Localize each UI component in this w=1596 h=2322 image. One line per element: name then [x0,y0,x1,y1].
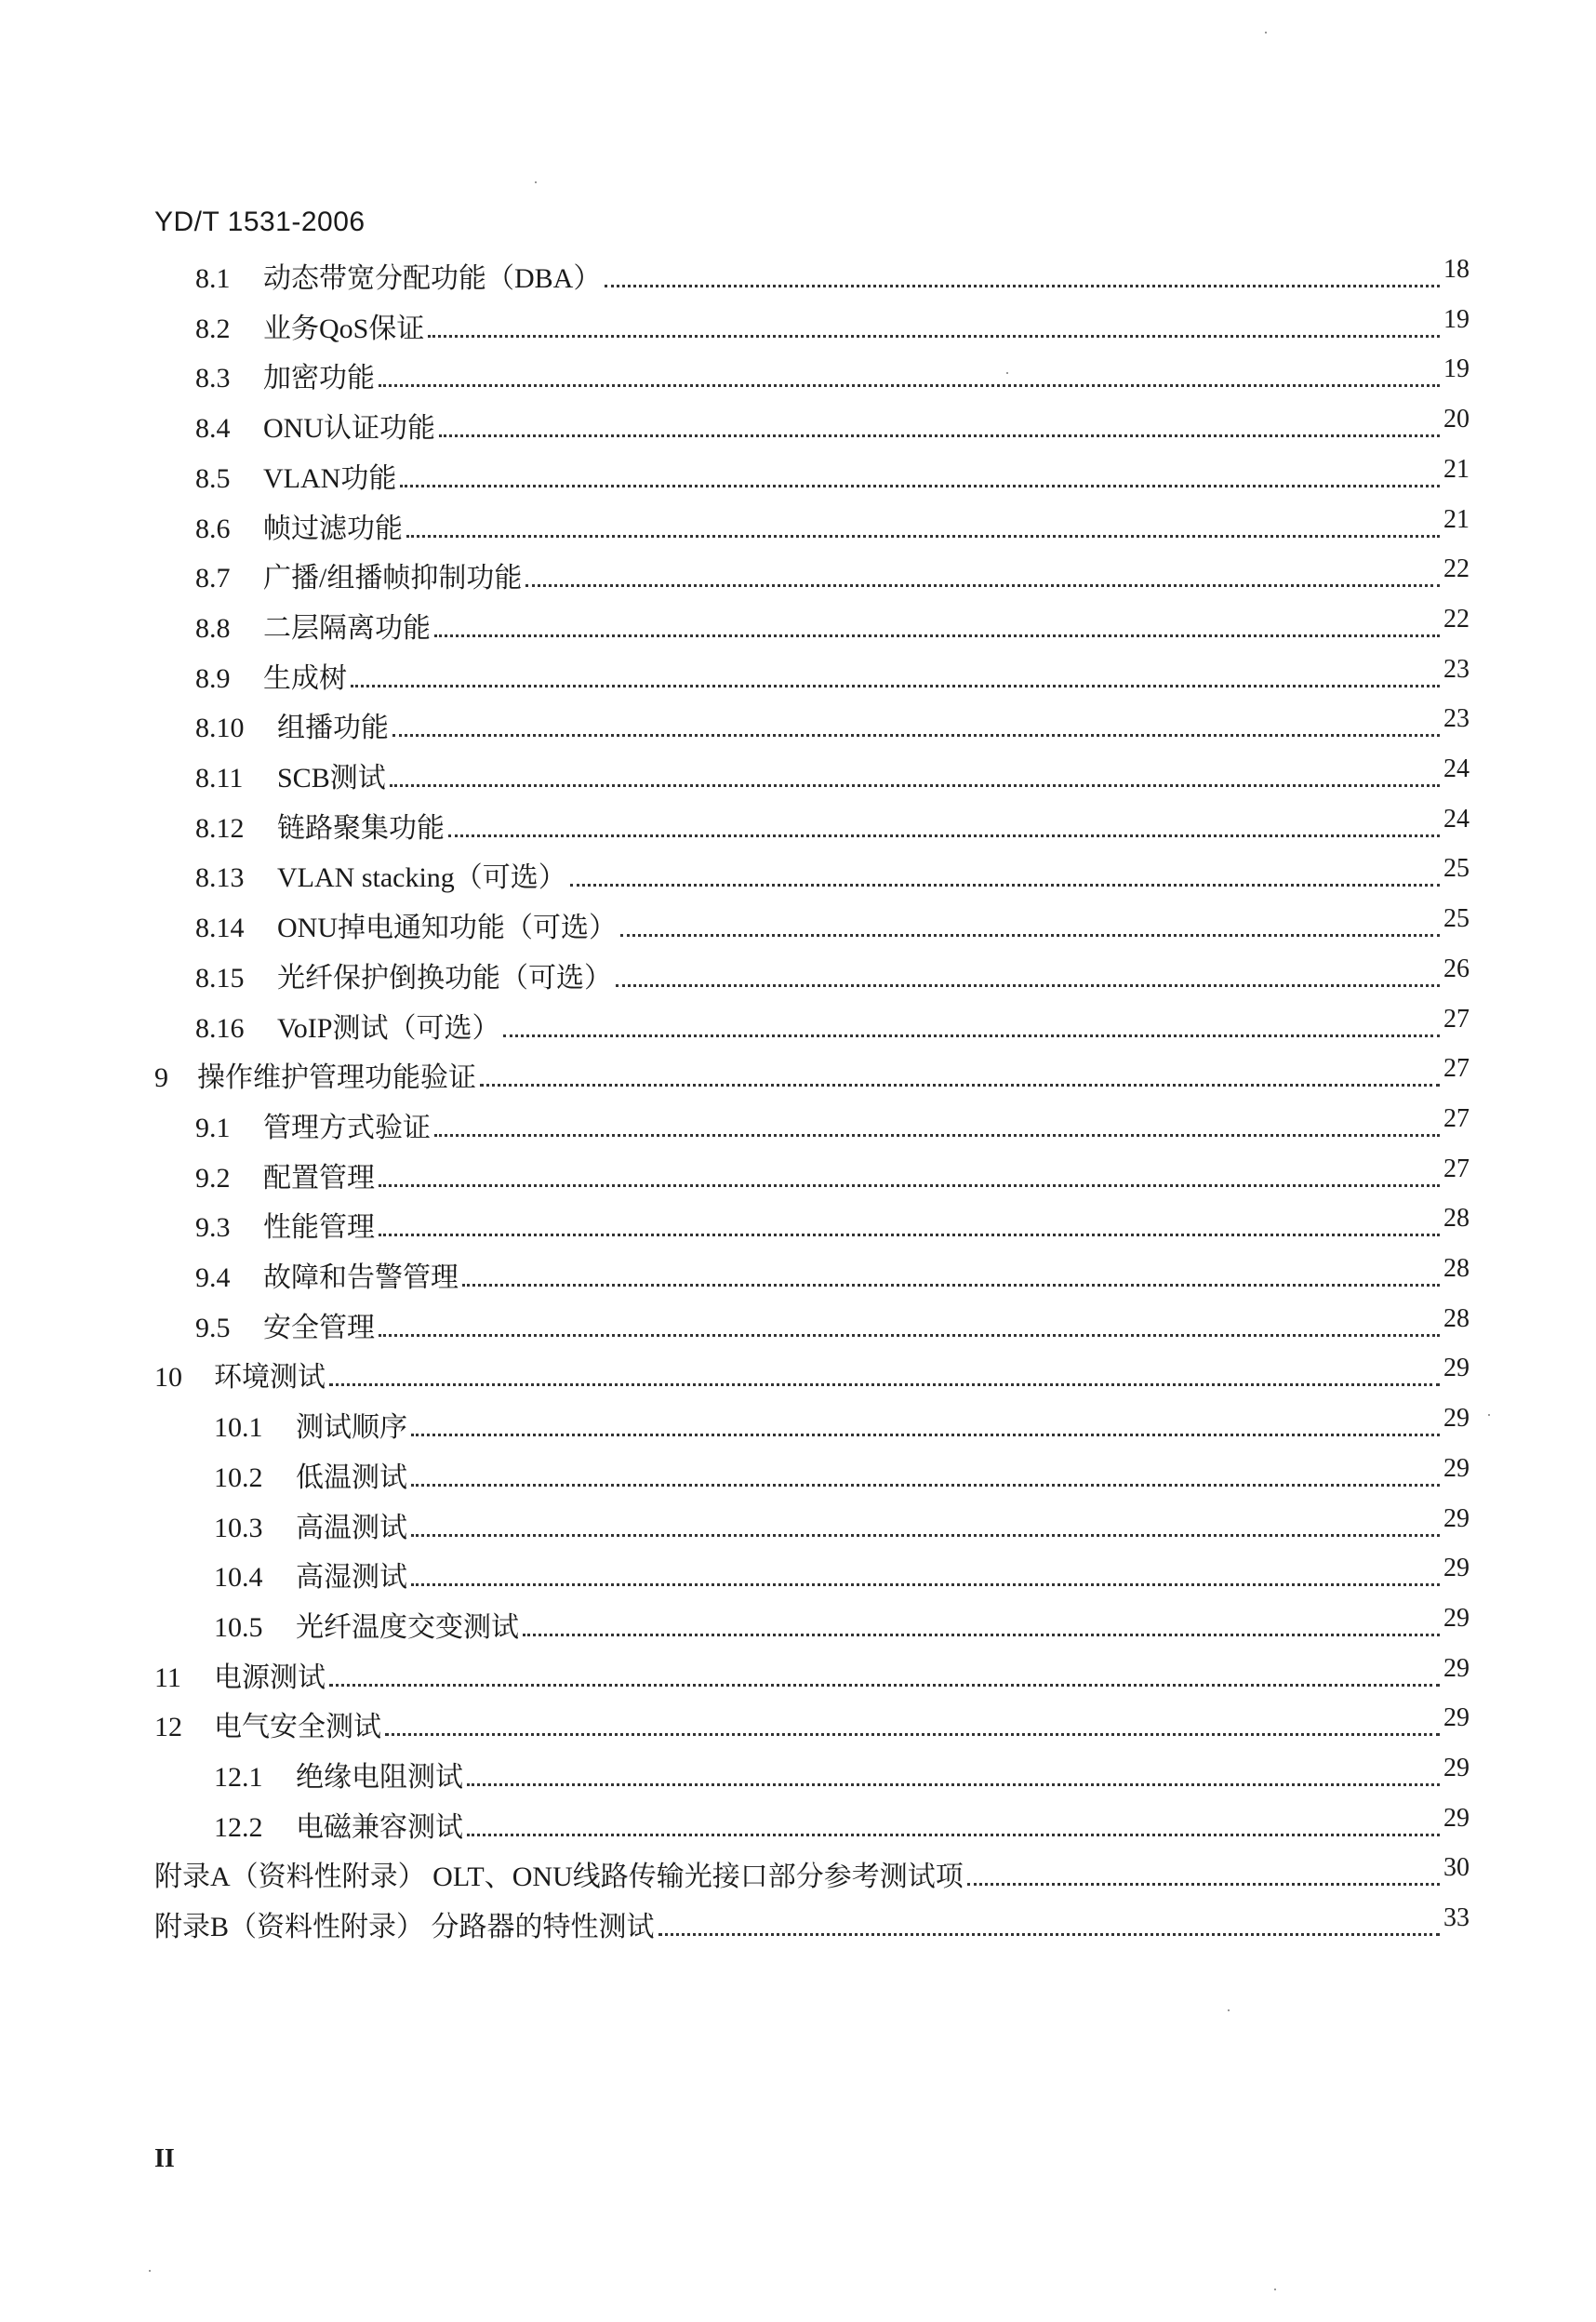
toc-entry [214,1406,1470,1445]
toc-entry [195,556,1470,595]
page-number: II [154,2144,175,2173]
toc-dot-leader [480,1084,1440,1087]
toc-entry-page: 29 [1443,1404,1470,1434]
toc-entry-title: 电源测试 [214,1661,326,1693]
toc-entry-page: 22 [1443,604,1470,634]
toc-entry-number: 9.5 [195,1312,231,1343]
toc-entry [214,1755,1470,1795]
toc-entry-page: 27 [1443,1054,1470,1084]
toc-entry-number: 8.16 [195,1012,245,1044]
toc-entry-page: 25 [1443,854,1470,884]
toc-entry [195,1206,1470,1245]
toc-entry [195,956,1470,995]
toc-entry-number: 10.5 [214,1611,263,1643]
toc-entry [154,1056,1470,1095]
toc-entry-number: 9.4 [195,1262,231,1293]
toc-dot-leader [379,1184,1440,1187]
toc-entry-title: 组播功能 [277,713,389,744]
toc-entry-number: 附录B [154,1912,230,1943]
toc-dot-leader [434,634,1440,637]
toc-entry [195,504,1470,546]
toc-entry-title: ONU认证功能 [263,413,435,445]
toc-dot-leader [439,434,1440,437]
toc-dot-leader [400,485,1440,487]
toc-entry-number: 8.7 [195,563,231,594]
toc-entry-title: ONU掉电通知功能（可选） [277,913,617,944]
toc-entry-page: 29 [1443,1354,1470,1383]
toc-dot-leader [329,1684,1440,1687]
toc-entry-title: 配置管理 [263,1162,375,1194]
toc-entry-number: 9.3 [195,1212,231,1244]
toc-entry-title: 绝缘电阻测试 [296,1762,463,1793]
toc-entry-page: 29 [1443,1554,1470,1583]
toc-entry [195,1256,1470,1295]
toc-entry [195,654,1470,696]
toc-entry-page: 33 [1443,1903,1470,1933]
toc-entry-page: 28 [1443,1303,1470,1333]
toc-entry-title: 操作维护管理功能验证 [197,1062,476,1094]
toc-entry [154,1355,1470,1395]
toc-dot-leader [570,884,1440,887]
toc-entry-number: 12 [154,1712,182,1743]
toc-entry-number: 9 [154,1062,168,1094]
toc-dot-leader [411,1484,1440,1487]
toc-entry [195,604,1470,646]
scan-speck [1006,372,1008,374]
toc-entry-page: 20 [1443,405,1470,434]
toc-dot-leader [503,1034,1440,1037]
toc-entry-title: 管理方式验证 [263,1112,431,1143]
toc-entry-title: 二层隔离功能 [263,612,431,644]
toc-entry-number: 10.1 [214,1412,263,1444]
toc-entry-title: 安全管理 [263,1312,375,1343]
toc-entry-number: 8.5 [195,462,231,494]
toc-entry-number: 附录A [154,1862,231,1893]
toc-entry [214,1803,1470,1845]
toc-entry [214,1503,1470,1545]
toc-dot-leader [379,384,1440,387]
toc-dot-leader [411,1534,1440,1537]
toc-entry [214,1603,1470,1645]
toc-dot-leader [379,1234,1440,1236]
toc-entry-number: 8.9 [195,662,231,694]
toc-entry-title: 光纤温度交变测试 [296,1611,519,1643]
toc-dot-leader [329,1383,1440,1386]
scan-speck [1488,1414,1490,1416]
toc-entry [195,1004,1470,1046]
toc-dot-leader [467,1783,1440,1786]
toc-entry-number: 8.1 [195,263,231,294]
toc-entry-number: 11 [154,1661,181,1693]
toc-entry-page: 28 [1443,1254,1470,1283]
toc-dot-leader [411,1583,1440,1586]
toc-dot-leader [967,1883,1440,1886]
toc-entry-page: 27 [1443,1154,1470,1183]
toc-entry-number: 12.2 [214,1811,263,1843]
toc-dot-leader [616,984,1440,987]
toc-entry-title: 加密功能 [263,363,375,394]
toc-entry-page: 21 [1443,454,1470,484]
toc-dot-leader [605,285,1440,287]
toc-dot-leader [620,934,1440,937]
toc-entry-page: 23 [1443,704,1470,734]
toc-entry [195,1156,1470,1195]
toc-entry-number: 8.12 [195,812,245,844]
toc-entry-page: 29 [1443,1803,1470,1833]
toc-entry-page: 28 [1443,1204,1470,1234]
toc-entry-page: 19 [1443,304,1470,334]
toc-entry-number: 10.2 [214,1461,263,1493]
toc-dot-leader [525,584,1440,587]
toc-entry-title: VLAN stacking（可选） [277,862,566,894]
toc-entry-title: SCB测试 [277,763,386,794]
toc-dot-leader [428,335,1440,338]
toc-dot-leader [379,1334,1440,1337]
toc-entry-page: 24 [1443,754,1470,783]
toc-entry [154,1653,1470,1695]
toc-entry-title: 电磁兼容测试 [296,1811,463,1843]
toc-entry [154,1705,1470,1744]
toc-entry-title: 测试顺序 [296,1412,407,1444]
toc-dot-leader [448,834,1440,837]
toc-dot-leader [392,734,1440,737]
toc-entry-number: 10.3 [214,1512,263,1543]
toc-entry-page: 29 [1443,1703,1470,1733]
toc-entry-page: 24 [1443,804,1470,834]
toc-entry-title: 广播/组播帧抑制功能 [263,563,523,594]
toc-entry-number: 8.6 [195,513,231,544]
toc-entry-number: 8.11 [195,763,244,794]
toc-dot-leader [390,784,1440,787]
toc-entry-title: 链路聚集功能 [277,812,445,844]
toc-entry-page: 19 [1443,354,1470,384]
toc-entry-number: 8.10 [195,713,245,744]
toc-entry-title: （资料性附录） OLT、ONU线路传输光接口部分参考测试项 [230,1862,964,1893]
toc-entry-number: 8.13 [195,862,245,894]
toc-entry-title: 动态带宽分配功能（DBA） [263,263,602,294]
toc-entry-page: 29 [1443,1754,1470,1782]
toc-entry-title: 高湿测试 [296,1562,407,1594]
toc-entry-page: 26 [1443,954,1470,983]
toc-dot-leader [406,535,1440,538]
toc-dot-leader [467,1834,1440,1836]
toc-entry [154,1905,1470,1944]
toc-entry-title: 故障和告警管理 [263,1262,459,1293]
toc-entry-number: 12.1 [214,1762,263,1793]
toc-entry-page: 29 [1443,1453,1470,1483]
toc-entry-title: 业务QoS保证 [263,313,425,344]
toc-entry-page: 21 [1443,504,1470,534]
toc-entry-page: 27 [1443,1103,1470,1133]
toc-entry [195,257,1470,296]
toc-entry-page: 22 [1443,554,1470,584]
toc-entry [195,856,1470,895]
toc-entry [214,1555,1470,1595]
toc-entry [195,1103,1470,1145]
toc-entry-number: 9.2 [195,1162,231,1194]
toc-entry-title: 生成树 [263,662,347,694]
toc-entry-page: 30 [1443,1853,1470,1883]
toc-entry-page: 23 [1443,654,1470,684]
toc-entry-number: 9.1 [195,1112,231,1143]
toc-entry-title: （资料性附录） 分路器的特性测试 [229,1912,655,1943]
document-header: YD/T 1531-2006 [154,207,366,237]
toc-entry-title: 光纤保护倒换功能（可选） [277,962,612,994]
toc-entry-title: 低温测试 [296,1461,407,1493]
toc-entry [195,804,1470,846]
toc-entry-title: VLAN功能 [263,462,397,494]
toc-entry-number: 10.4 [214,1562,263,1594]
toc-entry-title: 性能管理 [263,1212,375,1244]
toc-entry-title: VoIP测试（可选） [277,1012,500,1044]
toc-entry-title: 高温测试 [296,1512,407,1543]
scan-speck [1274,2289,1276,2290]
toc-entry-number: 8.3 [195,363,231,394]
toc-entry-number: 8.15 [195,962,245,994]
toc-dot-leader [462,1284,1440,1287]
toc-entry-number: 8.8 [195,612,231,644]
toc-entry [195,304,1470,346]
toc-entry-number: 8.14 [195,913,245,944]
toc-dot-leader [523,1634,1440,1636]
toc-entry [195,906,1470,945]
toc-entry-page: 27 [1443,1004,1470,1034]
scan-speck [149,2270,151,2272]
scan-speck [1228,2009,1230,2011]
toc-entry-number: 10 [154,1362,182,1394]
toc-entry [214,1453,1470,1495]
toc-entry [195,706,1470,745]
toc-entry [195,1303,1470,1345]
scan-speck [535,181,537,183]
toc-entry [195,454,1470,496]
toc-entry-number: 8.4 [195,413,231,445]
toc-entry-page: 25 [1443,904,1470,934]
toc-entry-page: 29 [1443,1653,1470,1683]
toc-entry [195,356,1470,395]
toc-entry [195,756,1470,795]
toc-dot-leader [658,1933,1440,1936]
toc-entry-page: 29 [1443,1603,1470,1633]
toc-entry [195,407,1470,446]
toc-entry-number: 8.2 [195,313,231,344]
toc-dot-leader [385,1733,1440,1736]
toc-entry-title: 环境测试 [214,1362,326,1394]
toc-dot-leader [434,1134,1440,1137]
toc-entry-page: 29 [1443,1503,1470,1533]
scan-speck [1265,32,1267,33]
toc-dot-leader [351,685,1440,687]
toc-entry-page: 18 [1443,255,1470,284]
toc-dot-leader [411,1434,1440,1436]
toc-entry-title: 帧过滤功能 [263,513,403,544]
toc-entry-title: 电气安全测试 [214,1712,381,1743]
toc-entry [154,1855,1470,1894]
